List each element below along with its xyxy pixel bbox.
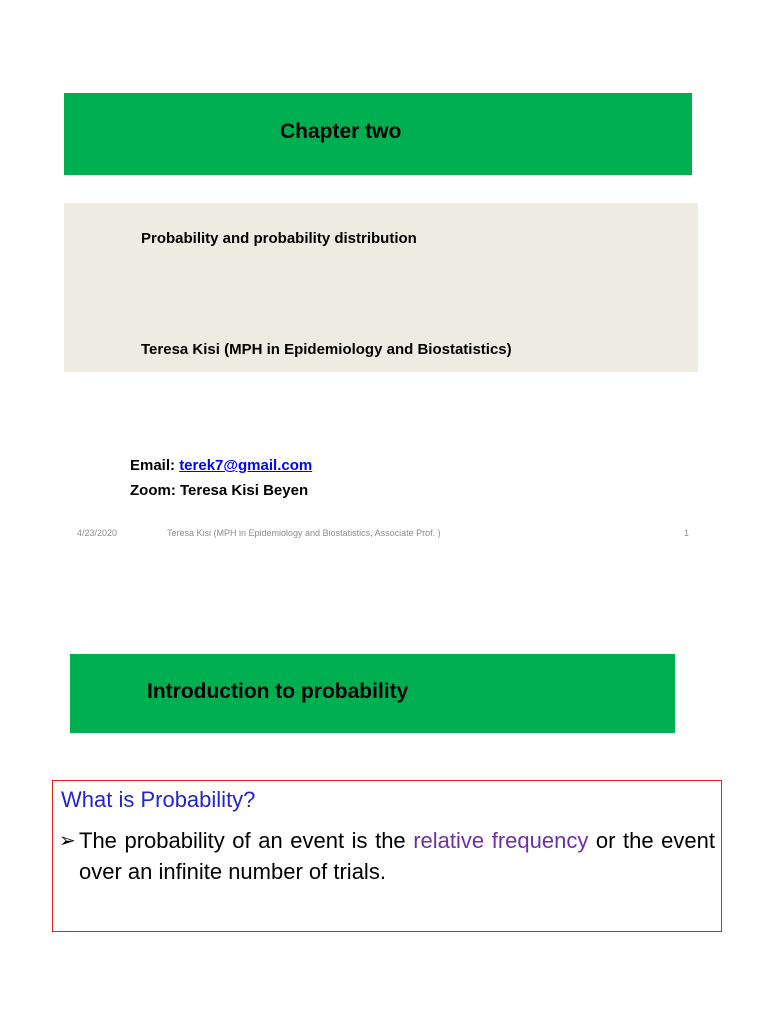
subtitle-box bbox=[64, 203, 698, 372]
email-label: Email: bbox=[130, 457, 180, 474]
footer-page-number: 1 bbox=[684, 528, 690, 538]
slide-title: Chapter two bbox=[280, 120, 402, 143]
arrow-bullet-icon: ➢ bbox=[59, 828, 76, 852]
contact-email-line bbox=[130, 457, 312, 474]
bullet-text-start: The probability of an event is the bbox=[79, 828, 414, 853]
title-bar bbox=[70, 654, 675, 733]
bullet-item bbox=[59, 825, 715, 887]
footer-author: Teresa Kisi (MPH in Epidemiology and Biostatistics, Associate Prof. ) bbox=[167, 528, 441, 538]
bullet-text bbox=[79, 825, 715, 887]
contact-zoom-line: Zoom: Teresa Kisi Beyen bbox=[130, 482, 309, 499]
highlight-term: relative frequency bbox=[413, 828, 589, 853]
content-heading: What is Probability? bbox=[61, 787, 256, 812]
subtitle-topic: Probability and probability distribution bbox=[141, 230, 417, 247]
footer-date: 4/23/2020 bbox=[77, 528, 118, 538]
bullet-text-end: or the event over an infinite number of trials. bbox=[79, 828, 715, 884]
email-link[interactable]: terek7@gmail.com bbox=[179, 457, 313, 474]
slide-2 bbox=[0, 580, 768, 1024]
title-bar bbox=[64, 93, 692, 175]
slide-title: Introduction to probability bbox=[147, 680, 409, 703]
subtitle-author: Teresa Kisi (MPH in Epidemiology and Biostatistics) bbox=[141, 341, 512, 358]
content-box bbox=[52, 780, 722, 932]
